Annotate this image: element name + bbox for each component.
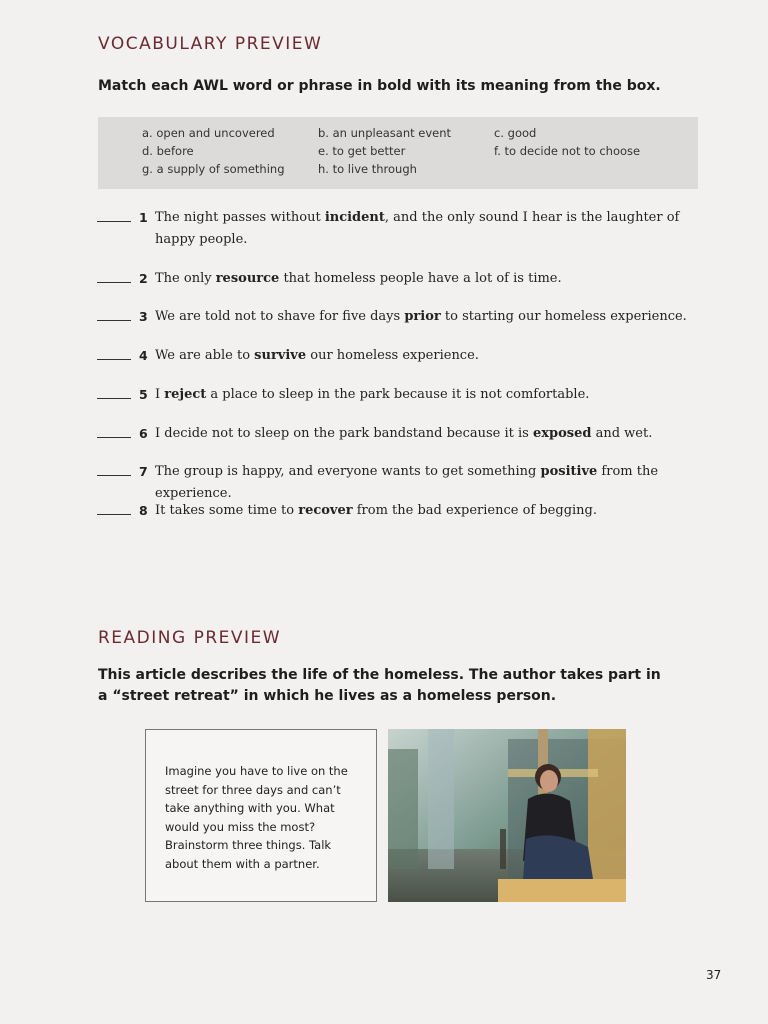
awl-word: positive bbox=[540, 464, 598, 479]
answer-blank[interactable] bbox=[97, 320, 131, 321]
vocabulary-instruction: Match each AWL word or phrase in bold with its meaning from the box. bbox=[98, 78, 661, 94]
question-number: 5 bbox=[139, 387, 148, 402]
awl-word: prior bbox=[404, 309, 441, 324]
awl-word: reject bbox=[164, 387, 207, 402]
question-text: The night passes without incident, and the only sound I hear is the laughter of happy people. bbox=[155, 210, 680, 247]
question-text: It takes some time to recover from the bad experience of begging. bbox=[155, 503, 598, 518]
question-text: We are able to survive our homeless experience. bbox=[155, 348, 479, 363]
question-text: The only resource that homeless people have a lot of is time. bbox=[155, 271, 562, 286]
word-box bbox=[98, 117, 698, 189]
answer-blank[interactable] bbox=[97, 398, 131, 399]
option-g: g. a supply of something bbox=[142, 162, 285, 176]
photo-illustration bbox=[388, 729, 626, 902]
answer-blank[interactable] bbox=[97, 359, 131, 360]
answer-blank[interactable] bbox=[97, 437, 131, 438]
question-number: 3 bbox=[139, 309, 148, 324]
option-e: e. to get better bbox=[318, 144, 406, 158]
question-number: 6 bbox=[139, 426, 148, 441]
awl-word: recover bbox=[298, 503, 353, 518]
answer-blank[interactable] bbox=[97, 221, 131, 222]
awl-word: survive bbox=[254, 348, 307, 363]
answer-blank[interactable] bbox=[97, 514, 131, 515]
option-h: h. to live through bbox=[318, 162, 417, 176]
question-number: 7 bbox=[139, 464, 148, 479]
awl-word: incident bbox=[324, 210, 385, 225]
question-text: I decide not to sleep on the park bandstand because it is exposed and wet. bbox=[155, 426, 653, 441]
question-text: The group is happy, and everyone wants to get something positive from the experience. bbox=[155, 464, 659, 501]
reading-preview-title: READING PREVIEW bbox=[98, 628, 282, 648]
answer-blank[interactable] bbox=[97, 282, 131, 283]
discussion-prompt-box bbox=[145, 729, 377, 902]
option-b: b. an unpleasant event bbox=[318, 126, 452, 140]
question-number: 8 bbox=[139, 503, 148, 518]
option-c: c. good bbox=[494, 126, 537, 140]
question-text: We are told not to shave for five days prior to starting our homeless experience. bbox=[155, 309, 687, 324]
question-number: 4 bbox=[139, 348, 148, 363]
question-number: 1 bbox=[139, 210, 148, 225]
awl-word: resource bbox=[215, 271, 280, 286]
discussion-prompt: Imagine you have to live on the street for three days and can’t take anything with you. What would you miss the most? Brainstorm three things. Talk about them with a partner. bbox=[165, 764, 348, 871]
reading-intro: This article describes the life of the homeless. The author takes part in a “street retreat” in which he lives as a homeless person. bbox=[98, 667, 661, 704]
option-a: a. open and uncovered bbox=[142, 126, 275, 140]
vocabulary-preview-title: VOCABULARY PREVIEW bbox=[98, 34, 323, 54]
page-number: 37 bbox=[706, 968, 722, 982]
homeless-woman-photo bbox=[388, 729, 626, 902]
option-f: f. to decide not to choose bbox=[494, 144, 641, 158]
question-number: 2 bbox=[139, 271, 148, 286]
question-text: I reject a place to sleep in the park because it is not comfortable. bbox=[155, 387, 590, 402]
option-d: d. before bbox=[142, 144, 194, 158]
awl-word: exposed bbox=[532, 426, 592, 441]
answer-blank[interactable] bbox=[97, 475, 131, 476]
